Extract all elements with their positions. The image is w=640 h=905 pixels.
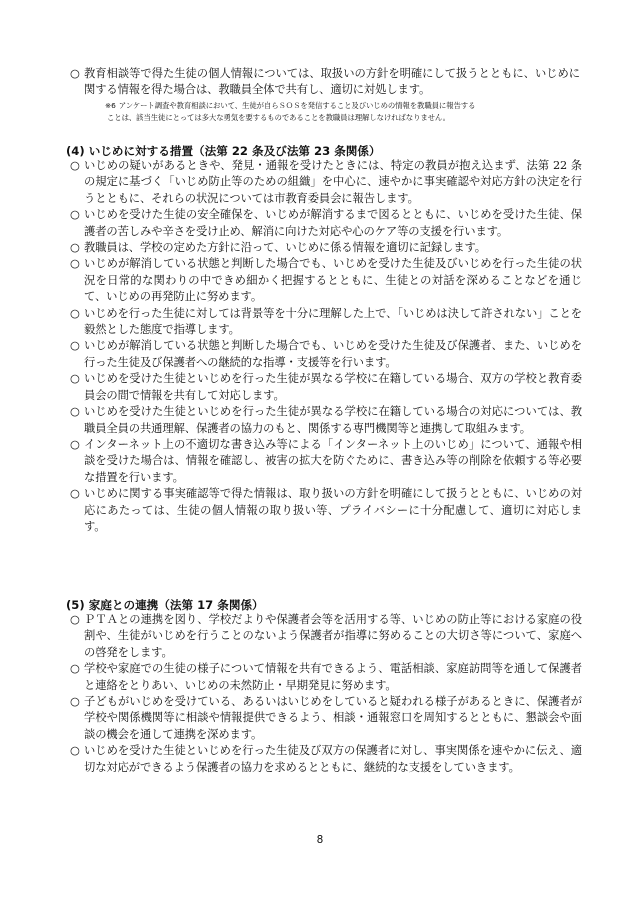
bullet-mark: ○: [70, 613, 80, 626]
list-item-text: 学校や家庭での生徒の様子について情報を共有できるよう、電話相談、家庭訪問等を通して保護者と連絡をとりあい、いじめの未然防止・早期発見に努めます。: [84, 662, 582, 692]
footnote-mark: ※6: [105, 100, 116, 110]
list-item-text: いじめを受けた生徒の安全確保を、いじめが解消するまで図るとともに、いじめを受けた生徒、保護者の苦しみや辛さを受け止め、解消に向けた対応や心のケア等の支援を行います。: [84, 208, 582, 238]
list-item: [70, 371, 582, 404]
bullet-mark: ○: [70, 662, 80, 676]
footnote-text-1: アンケート調査や教育相談において、生徒が自らＳＯＳを発信すること及びいじめの情報を教職員に報告する: [118, 100, 476, 110]
list-item: [70, 612, 582, 661]
list-item: [70, 240, 582, 256]
intro-block: [70, 66, 580, 125]
section-4-list: [70, 158, 582, 535]
section-5-heading: (5) 家庭との連携（法第 17 条関係）: [66, 598, 264, 612]
intro-paragraph: [70, 66, 580, 99]
list-item-text: いじめを行った生徒に対しては背景等を十分に理解した上で、「いじめは決して許されない」ことを毅然とした態度で指導します。: [84, 306, 582, 337]
section-5-list: [70, 612, 582, 776]
bullet-mark: ○: [70, 159, 80, 172]
list-item-text: いじめが解消している状態と判断した場合でも、いじめを受けた生徒及びいじめを行った生徒の状況を日常的な関わりの中できめ細かく把握するとともに、生徒との対話を深めることなどを通じて、いじめの再発防止に努めます。: [84, 257, 582, 304]
bullet-mark: ○: [70, 437, 80, 451]
list-item: [70, 158, 582, 207]
bullet-mark: ○: [70, 306, 80, 320]
list-item-text: いじめを受けた生徒といじめを行った生徒が異なる学校に在籍している場合、双方の学校と教育委員会の間で情報を共有して対応します。: [84, 372, 582, 402]
bullet-mark: ○: [70, 744, 80, 758]
list-item: [70, 256, 582, 305]
list-item-text: 子どもがいじめを受けている、あるいはいじめをしていると疑われる様子があるときに、保護者が学校や関係機関等に相談や情報提供できるよう、相談・通報窓口を周知するとともに、懇談会や面談の機会を通して連携を深めます。: [84, 695, 582, 741]
list-item-text: いじめに関する事実確認等で得た情報は、取り扱いの方針を明確にして扱うとともに、いじめの対応にあたっては、生徒の個人情報の取り扱い等、プライバシーに十分配慮して、適切に対応します。: [84, 487, 582, 533]
bullet-mark: ○: [70, 257, 80, 271]
bullet-mark: ○: [70, 405, 80, 419]
page-number: 8: [316, 834, 324, 846]
footnote-text-2: ことは、該当生徒にとっては多大な勇気を要するものであることを教職員は理解しなければなりません。: [107, 113, 450, 123]
bullet-mark: ○: [70, 487, 80, 501]
list-item: [70, 404, 582, 437]
list-item-text: 教職員は、学校の定めた方針に沿って、いじめに係る情報を適切に記録します。: [84, 241, 486, 255]
bullet-mark: ○: [70, 67, 80, 80]
section-4-heading: (4) いじめに対する措置（法第 22 条及び法第 23 条関係）: [66, 144, 381, 158]
intro-text: 教育相談等で得た生徒の個人情報については、取扱いの方針を明確にして扱うとともに、いじめに関する情報を得た場合は、教職員全体で共有し、適切に対処します。: [84, 67, 580, 97]
list-item: [70, 338, 582, 371]
list-item-text: いじめが解消している状態と判断した場合でも、いじめを受けた生徒及び保護者、また、いじめを行った生徒及び保護者への継続的な指導・支援等を行います。: [84, 339, 582, 369]
bullet-mark: ○: [70, 208, 80, 222]
list-item-text: インターネット上の不適切な書き込み等による「インターネット上のいじめ」について、通報や相談を受けた場合は、情報を確認し、被害の拡大を防ぐために、書き込み等の削除を依頼する等必要な措置を行います。: [84, 437, 582, 484]
list-item: [70, 661, 582, 694]
bullet-mark: ○: [70, 339, 80, 353]
list-item: [70, 207, 582, 240]
list-item: [70, 486, 582, 535]
footnote-line-1: [105, 101, 475, 110]
list-item: [70, 437, 582, 486]
bullet-mark: ○: [70, 695, 80, 709]
list-item: [70, 743, 582, 776]
list-item: [70, 694, 582, 743]
footnote: [105, 100, 580, 125]
list-item-text: いじめを受けた生徒といじめを行った生徒及び双方の保護者に対し、事実関係を速やかに伝え、適切な対応ができるよう保護者の協力を求めるとともに、継続的な支援をしていきます。: [84, 744, 582, 774]
list-item-text: ＰＴＡとの連携を図り、学校だよりや保護者会等を活用する等、いじめの防止等における家庭の役割や、生徒がいじめを行うことのないよう保護者が指導に努めることの大切さ等について、家庭への啓発をします。: [84, 613, 582, 659]
bullet-mark: ○: [70, 372, 80, 386]
list-item-text: いじめを受けた生徒といじめを行った生徒が異なる学校に在籍している場合の対応については、教職員全員の共通理解、保護者の協力のもと、関係する専門機関等と連携して取組みます。: [84, 405, 582, 435]
list-item-text: いじめの疑いがあるときや、発見・通報を受けたときには、特定の教員が抱え込まず、法第 22 条の規定に基づく「いじめ防止等のための組織」を中心に、速やかに事実確認や対応方針の決定を行うとともに、それらの状況については市教育委員会に報告します。: [84, 159, 582, 205]
list-item: [70, 306, 582, 339]
bullet-mark: ○: [70, 241, 80, 255]
